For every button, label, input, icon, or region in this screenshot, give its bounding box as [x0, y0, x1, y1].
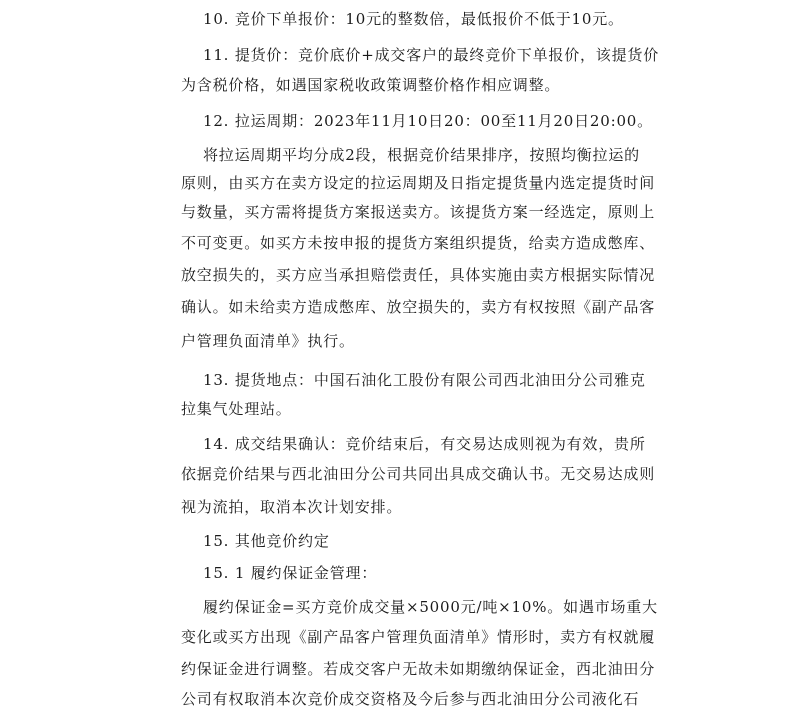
text-line: 依据竞价结果与西北油田分公司共同出具成交确认书。无交易达成则	[181, 465, 656, 483]
text-line: 变化或买方出现《副产品客户管理负面清单》情形时，卖方有权就履	[181, 628, 656, 646]
text-line: 不可变更。如买方未按申报的提货方案组织提货，给卖方造成憋库、	[181, 234, 656, 252]
text-line: 拉集气处理站。	[181, 400, 292, 418]
text-line: 约保证金进行调整。若成交客户无故未如期缴纳保证金，西北油田分	[181, 660, 656, 678]
text-line: 13. 提货地点：中国石油化工股份有限公司西北油田分公司雅克	[203, 371, 646, 389]
text-line: 确认。如未给卖方造成憋库、放空损失的，卖方有权按照《副产品客	[181, 298, 656, 316]
text-line: 15. 1 履约保证金管理：	[203, 564, 378, 582]
text-line: 户管理负面清单》执行。	[181, 332, 355, 350]
text-line: 11. 提货价：竞价底价+成交客户的最终竞价下单报价，该提货价	[203, 46, 659, 64]
text-line: 与数量，买方需将提货方案报送卖方。该提货方案一经选定，原则上	[181, 203, 656, 221]
text-line: 为含税价格，如遇国家税收政策调整价格作相应调整。	[181, 76, 561, 94]
text-line: 履约保证金=买方竞价成交量×5000元/吨×10%。如遇市场重大	[203, 598, 658, 616]
text-line: 视为流拍，取消本次计划安排。	[181, 498, 403, 516]
text-line: 14. 成交结果确认：竞价结束后，有交易达成则视为有效，贵所	[203, 435, 646, 453]
text-line: 将拉运周期平均分成2段，根据竞价结果排序，按照均衡拉运的	[203, 146, 640, 164]
text-line: 放空损失的，买方应当承担赔偿责任，具体实施由卖方根据实际情况	[181, 266, 656, 284]
text-line: 公司有权取消本次竞价成交资格及今后参与西北油田分公司液化石	[181, 690, 640, 708]
text-line: 12. 拉运周期：2023年11月10日20：00至11月20日20:00。	[203, 112, 653, 130]
text-line: 原则，由买方在卖方设定的拉运周期及日指定提货量内选定提货时间	[181, 174, 656, 192]
text-line: 10. 竞价下单报价：10元的整数倍，最低报价不低于10元。	[203, 10, 624, 28]
text-line: 15. 其他竞价约定	[203, 532, 330, 550]
